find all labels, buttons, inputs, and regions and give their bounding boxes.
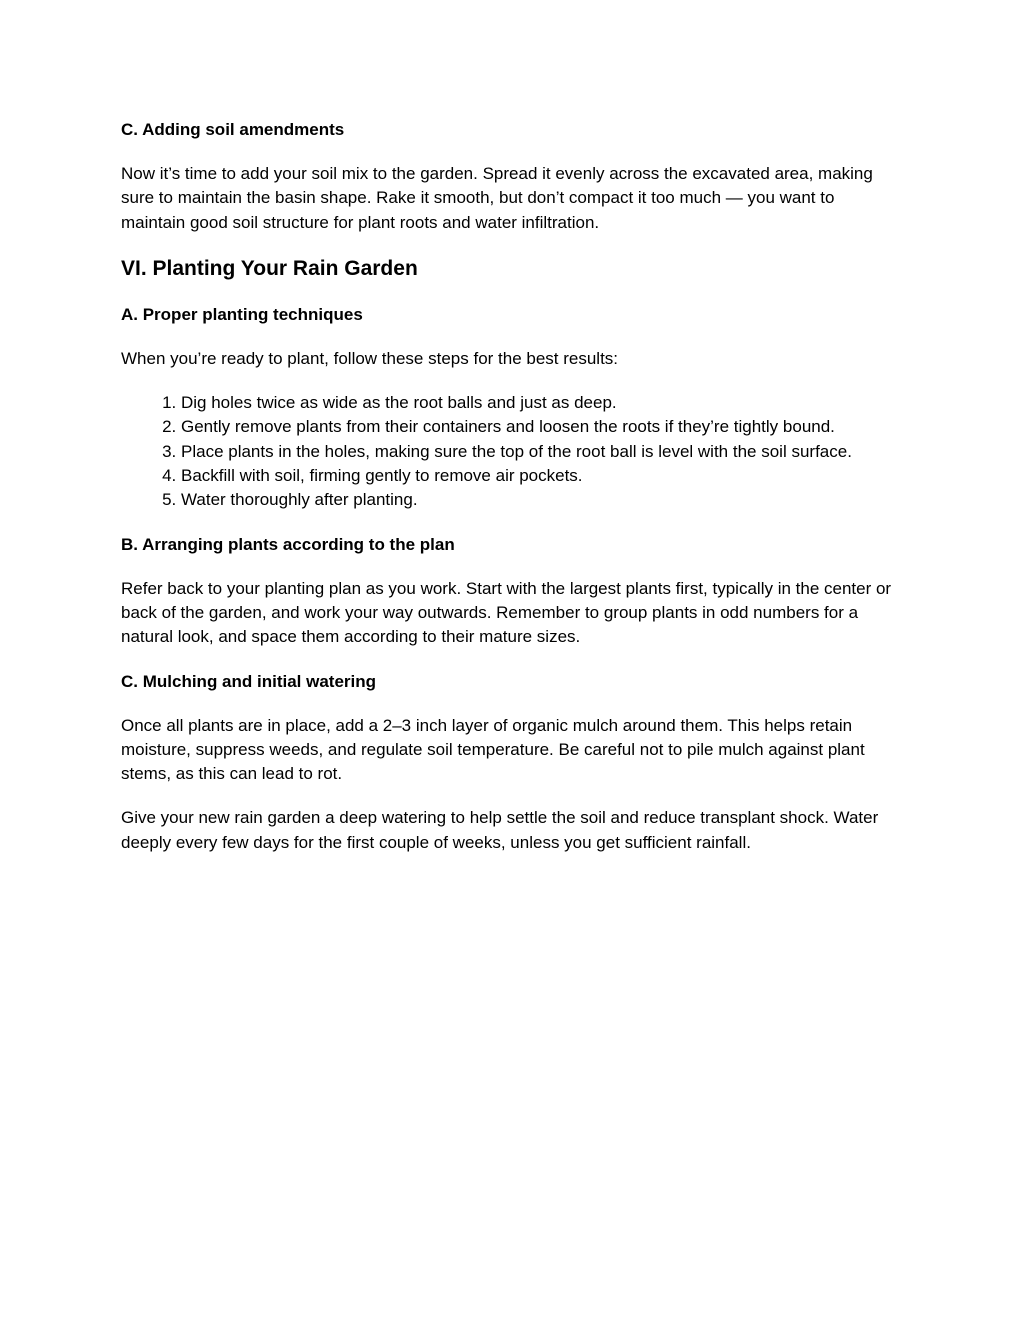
paragraph-planting-intro: When you’re ready to plant, follow these steps for the best results: [121,348,619,368]
paragraph-initial-watering: Give your new rain garden a deep watering to help settle the soil and reduce transplant shock. Water deeply every few days for the first couple of weeks, unless you get sufficient rainfall. [121,808,879,852]
list-item: 1. Dig holes twice as wide as the root balls and just as deep. [181,391,896,415]
list-item: 3. Place plants in the holes, making sure the top of the root ball is level with the soil surface. [181,440,896,464]
paragraph-soil-mix: Now it’s time to add your soil mix to the garden. Spread it evenly across the excavated area, making sure to maintain the basin shape. Rake it smooth, but don’t compact it too much — you want to maintain good soil structure for plant roots and water infiltration. [121,164,873,232]
heading-proper-planting-techniques: A. Proper planting techniques [121,304,363,324]
heading-mulching-and-watering: C. Mulching and initial watering [121,671,377,691]
heading-planting-your-rain-garden: VI. Planting Your Rain Garden [121,256,418,280]
planting-steps-list [121,391,896,512]
list-item: 2. Gently remove plants from their containers and loosen the roots if they’re tightly bound. [181,415,896,439]
paragraph-mulching: Once all plants are in place, add a 2–3 inch layer of organic mulch around them. This helps retain moisture, suppress weeds, and regulate soil temperature. Be careful not to pile mulch against plant stems, as this can lead to rot. [121,715,865,784]
list-item: 4. Backfill with soil, firming gently to remove air pockets. [181,464,896,488]
heading-arranging-plants: B. Arranging plants according to the plan [121,534,455,554]
heading-adding-soil-amendments: C. Adding soil amendments [121,120,345,139]
list-item: 5. Water thoroughly after planting. [181,488,896,512]
paragraph-arranging-plants: Refer back to your planting plan as you work. Start with the largest plants first, typically in the center or back of the garden, and work your way outwards. Remember to group plants in odd numbers for a natural look, and space them according to their mature sizes. [121,578,892,647]
document-content [121,118,896,875]
